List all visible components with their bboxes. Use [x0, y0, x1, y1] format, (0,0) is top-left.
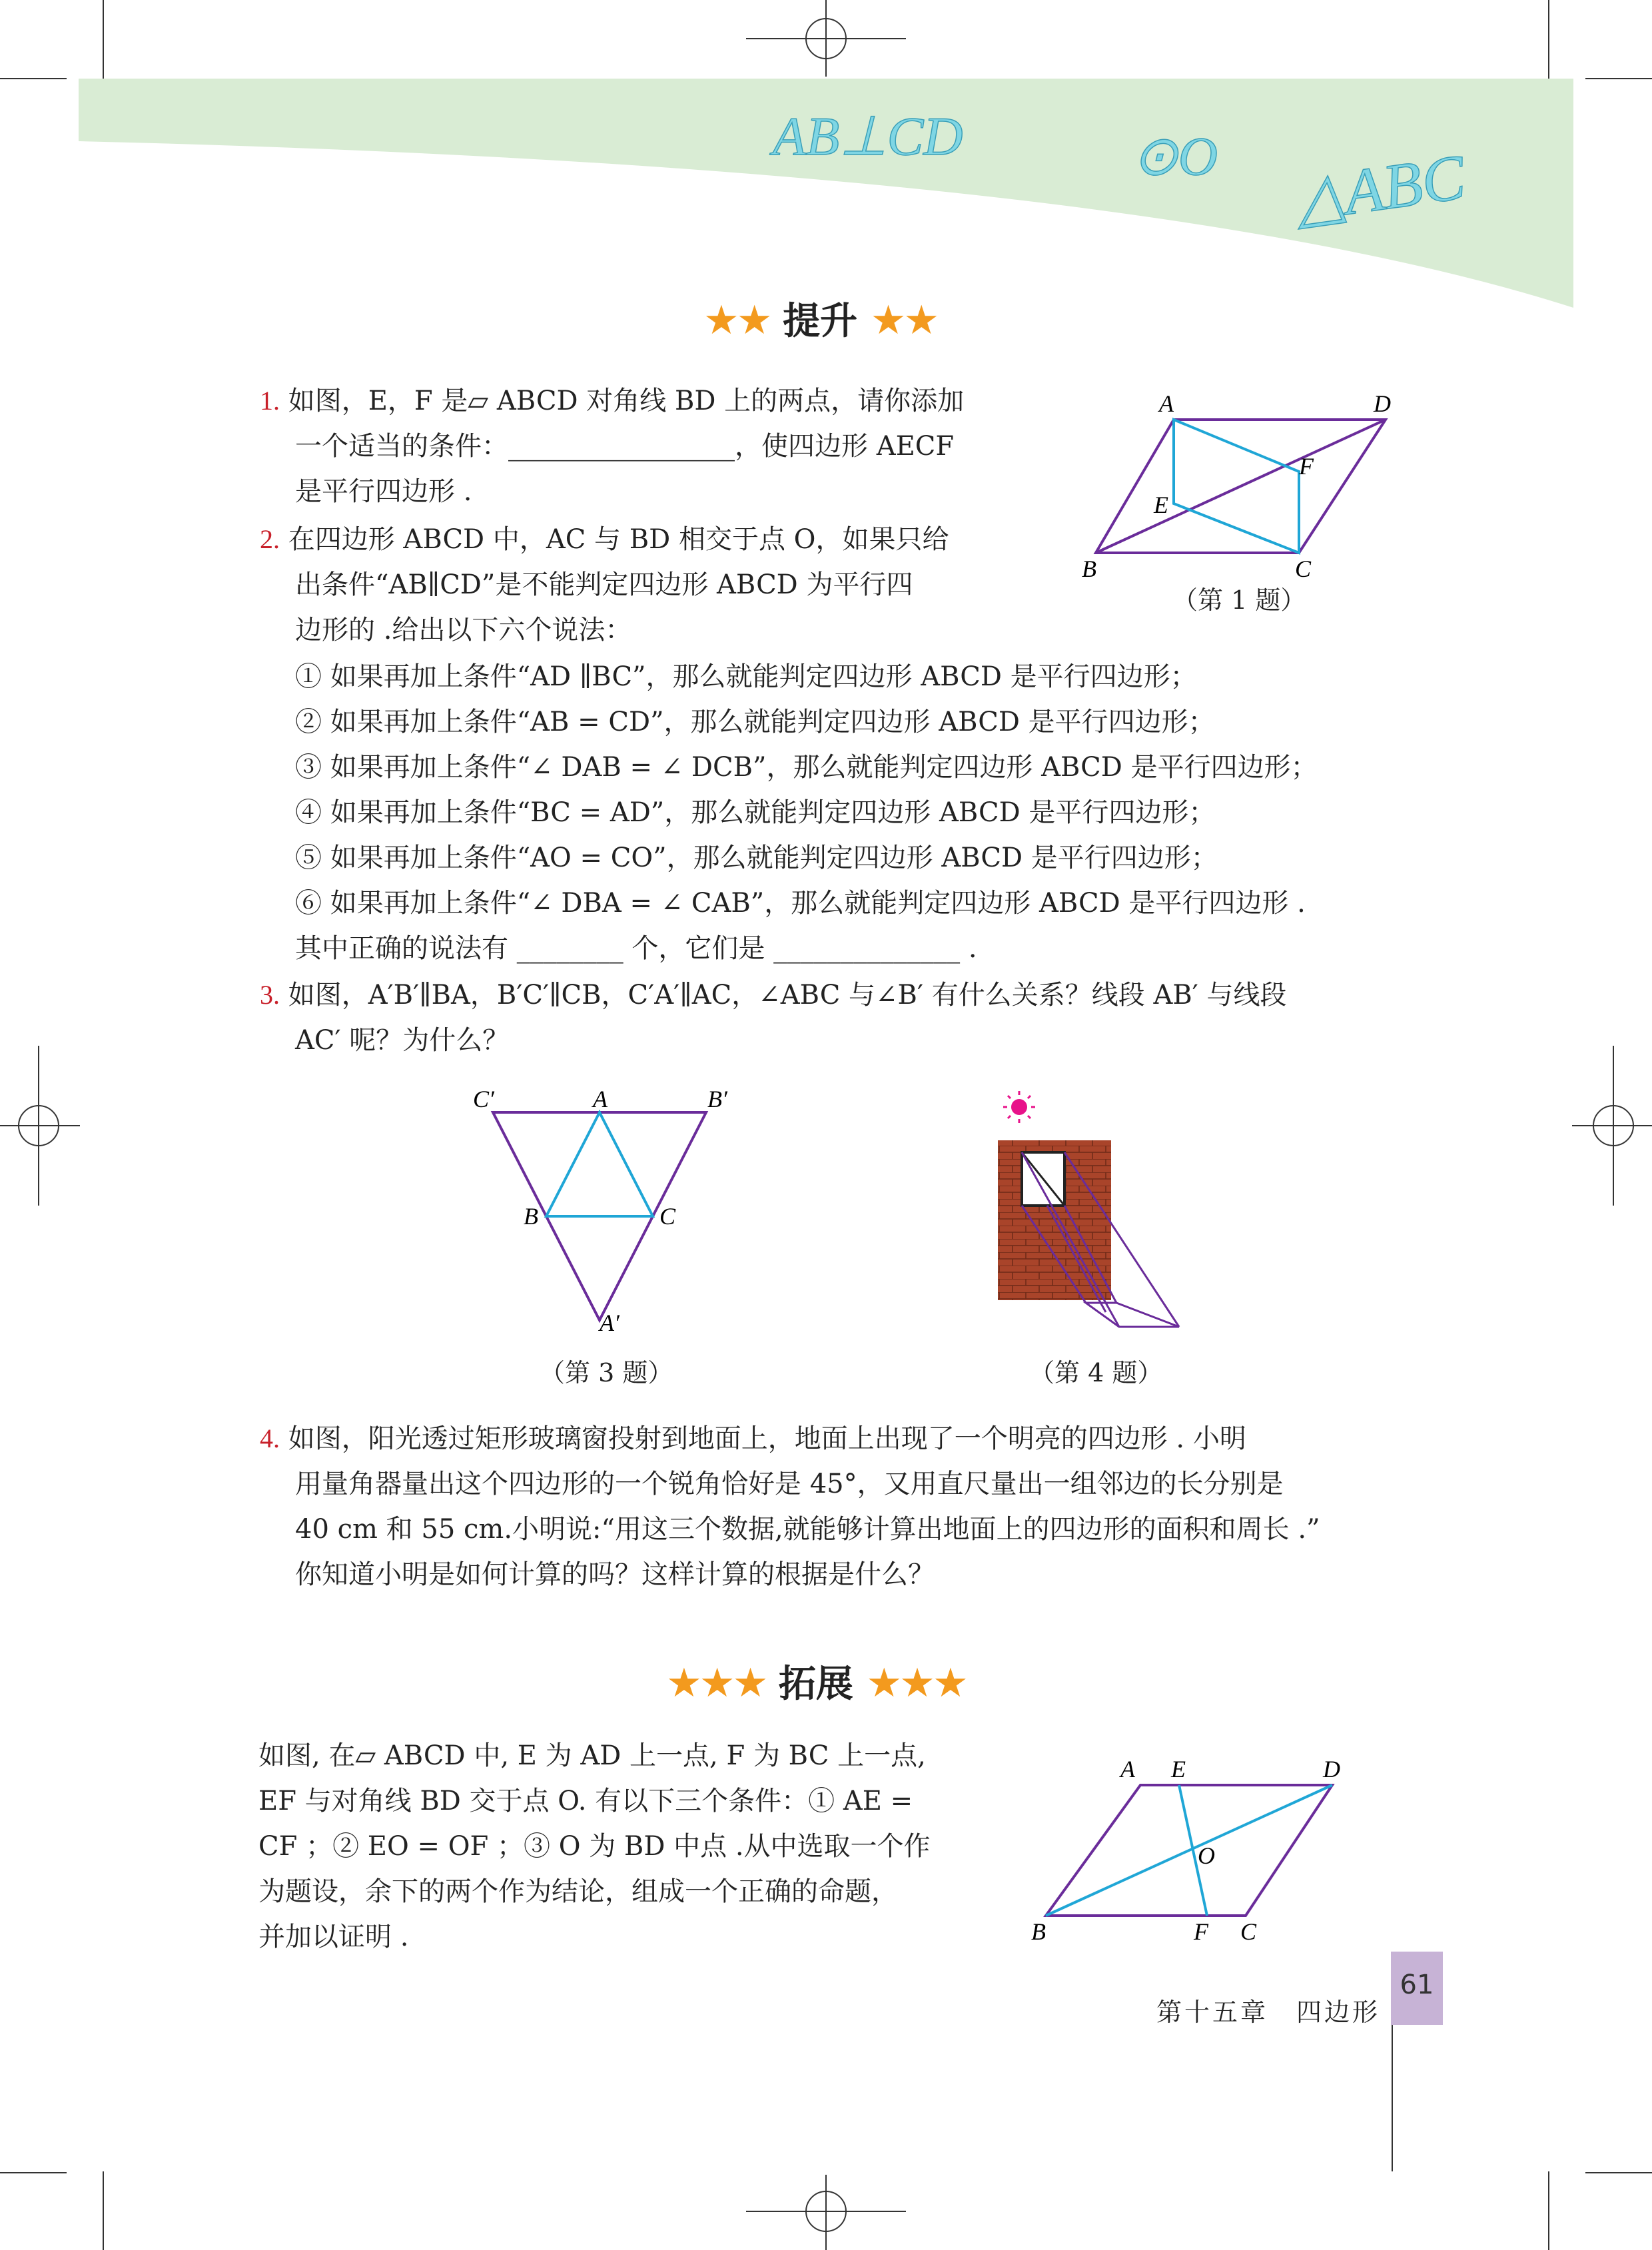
q3-figure-triangles — [460, 1079, 753, 1345]
ext-line-2: EF 与对角线 BD 交于点 O. 有以下三个条件：① AE = — [258, 1786, 913, 1816]
label-a-prime: A′ — [600, 1310, 620, 1336]
ext-figure-parallelogram — [1019, 1745, 1392, 1958]
q4-text: 如图，阳光透过矩形玻璃窗投射到地面上，地面上出现了一个明亮的四边形 . 小明 — [288, 1423, 1246, 1454]
q4-line-1 — [260, 1416, 1246, 1461]
label-o: O — [1198, 1842, 1215, 1869]
q1-figure-parallelogram — [1066, 386, 1426, 613]
section-title-text: 提升 — [783, 300, 858, 343]
label-d: D — [1374, 390, 1391, 417]
q2-option-1: ① 如果再加上条件“AD ∥BC”，那么就能判定四边形 ABCD 是平行四边形； — [295, 661, 1197, 692]
label-e: E — [1154, 492, 1168, 518]
label-c: C — [1240, 1918, 1257, 1945]
q1-caption: （第 1 题） — [1172, 585, 1306, 615]
question-number: 4. — [260, 1423, 280, 1453]
q3-text: 如图，A′B′∥BA，B′C′∥CB，C′A′∥AC，∠ABC 与∠B′ 有什么关系？线段 AB′ 与线段 — [288, 980, 1287, 1010]
label-f: F — [1299, 453, 1314, 480]
question-number: 3. — [260, 980, 280, 1010]
star-icon: ★★★ — [666, 1660, 766, 1706]
q2-option-4: ④ 如果再加上条件“BC = AD”，那么就能判定四边形 ABCD 是平行四边形； — [295, 797, 1216, 828]
q1-line-1 — [260, 378, 964, 424]
label-a: A — [593, 1086, 608, 1112]
question-number: 1. — [260, 386, 280, 416]
header-symbol-circle: ⊙O — [1132, 126, 1218, 187]
chapter-label: 第十五章 四边形 — [1156, 1998, 1381, 2027]
q3-line-1 — [260, 972, 1287, 1018]
section-title-improve — [703, 292, 937, 345]
section-title-extend — [666, 1655, 966, 1708]
header-symbol-triangle: △ABC — [1291, 141, 1469, 235]
q2-line-1 — [260, 517, 949, 562]
q4-caption: （第 4 题） — [1029, 1358, 1163, 1387]
ext-line-1: 如图, 在▱ ABCD 中, E 为 AD 上一点, F 为 BC 上一点, — [258, 1740, 926, 1771]
label-b: B — [1082, 556, 1096, 582]
header-band — [0, 0, 1652, 320]
label-b-prime: B′ — [707, 1086, 727, 1112]
label-d: D — [1323, 1756, 1340, 1782]
label-c-prime: C′ — [473, 1086, 494, 1112]
header-symbol-perp: AB⊥CD — [773, 106, 963, 167]
q2-line-3: 边形的 .给出以下六个说法： — [295, 615, 632, 645]
star-icon: ★★ — [870, 297, 937, 344]
q2-option-6: ⑥ 如果再加上条件“∠ DBA = ∠ CAB”，那么就能判定四边形 ABCD 是平行四边形 . — [295, 888, 1306, 919]
q3-line-2: AC′ 呢？为什么？ — [295, 1025, 510, 1056]
q4-line-2: 用量角器量出这个四边形的一个锐角恰好是 45°，又用直尺量出一组邻边的长分别是 — [295, 1469, 1284, 1499]
label-f: F — [1194, 1918, 1208, 1945]
question-number: 2. — [260, 524, 280, 554]
label-c: C — [1295, 556, 1312, 582]
label-c: C — [659, 1203, 676, 1230]
q4-line-4: 你知道小明是如何计算的吗？这样计算的根据是什么？ — [295, 1559, 935, 1590]
q2-option-5: ⑤ 如果再加上条件“AO = CO”，那么就能判定四边形 ABCD 是平行四边形； — [295, 843, 1218, 873]
label-b: B — [524, 1203, 538, 1230]
q3-caption: （第 3 题） — [540, 1358, 673, 1387]
label-a: A — [1120, 1756, 1135, 1782]
star-icon: ★★ — [703, 297, 770, 344]
q4-figure-window-shadow — [986, 1079, 1212, 1345]
q1-text: 如图，E，F 是▱ ABCD 对角线 BD 上的两点，请你添加 — [288, 386, 965, 416]
q1-line-2: 一个适当的条件：_________________，使四边形 AECF — [295, 431, 955, 462]
triangle-abc — [546, 1112, 653, 1216]
label-e: E — [1171, 1756, 1186, 1782]
q2-option-3: ③ 如果再加上条件“∠ DAB = ∠ DCB”，那么就能判定四边形 ABCD 是平行四边形； — [295, 752, 1318, 783]
q1-line-3: 是平行四边形 . — [295, 476, 472, 507]
ext-line-3: CF ；② EO = OF ；③ O 为 BD 中点 .从中选取一个作 — [258, 1831, 931, 1862]
q4-line-3: 40 cm 和 55 cm.小明说:“用这三个数据,就能够计算出地面上的四边形的面积和周长 .” — [295, 1514, 1320, 1545]
q2-option-2: ② 如果再加上条件“AB = CD”，那么就能判定四边形 ABCD 是平行四边形； — [295, 707, 1215, 737]
quadrilateral-aecf — [1174, 420, 1299, 553]
q2-text: 在四边形 ABCD 中，AC 与 BD 相交于点 O，如果只给 — [288, 524, 949, 555]
sun-icon — [1003, 1091, 1035, 1123]
ext-line-5: 并加以证明 . — [258, 1922, 409, 1952]
label-b: B — [1031, 1918, 1046, 1945]
star-icon: ★★★ — [866, 1660, 966, 1706]
q2-answer-line: 其中正确的说法有 ________ 个，它们是 ______________ . — [295, 933, 977, 964]
ext-line-4: 为题设，余下的两个作为结论，组成一个正确的命题， — [258, 1876, 898, 1907]
section-title-text: 拓展 — [778, 1663, 853, 1706]
q2-line-2: 出条件“AB∥CD”是不能判定四边形 ABCD 为平行四 — [295, 569, 913, 600]
page-number: 61 — [1391, 1952, 1443, 2025]
label-a: A — [1159, 390, 1174, 417]
